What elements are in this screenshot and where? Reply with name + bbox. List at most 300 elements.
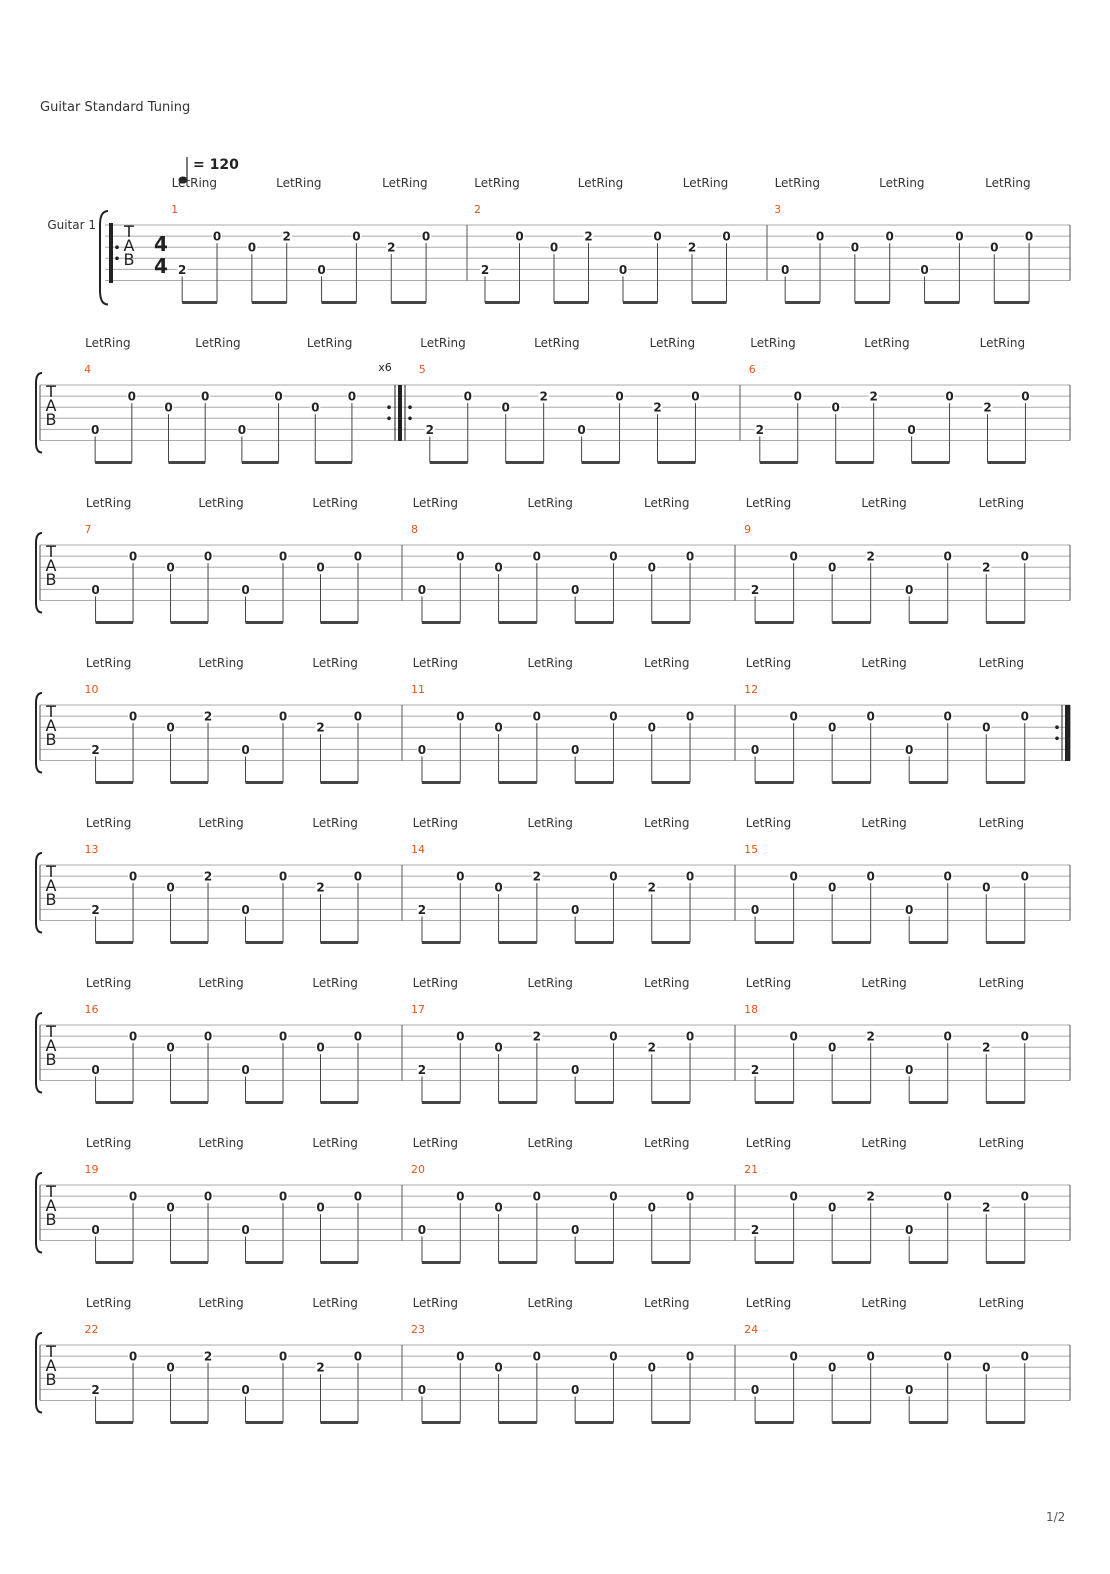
time-signature-top: 4 <box>154 232 168 256</box>
fret-number: 0 <box>203 1029 213 1044</box>
fret-number: 0 <box>241 1382 250 1397</box>
let-ring-label: LetRing <box>864 336 910 350</box>
fret-number: 0 <box>815 229 825 244</box>
fret-number: 2 <box>203 869 213 884</box>
page-number: 1/2 <box>1046 1510 1066 1524</box>
tab-clef-letter: T <box>46 1182 56 1201</box>
tempo-marking: = 120 <box>193 157 239 173</box>
measure-number: 13 <box>84 843 99 856</box>
fret-number: 0 <box>241 1222 250 1237</box>
fret-number: 0 <box>316 1200 325 1215</box>
fret-number: 0 <box>1020 1189 1029 1204</box>
fret-number: 0 <box>128 1189 138 1204</box>
let-ring-label: LetRing <box>745 1136 792 1150</box>
let-ring-label: LetRing <box>85 336 131 350</box>
fret-number: 0 <box>515 229 524 244</box>
fret-number: 0 <box>494 1200 503 1215</box>
let-ring-label: LetRing <box>745 496 792 510</box>
fret-number: 2 <box>532 869 542 884</box>
fret-number: 2 <box>91 1382 100 1397</box>
tab-system <box>36 656 1070 783</box>
fret-number: 0 <box>943 1189 952 1204</box>
fret-number: 0 <box>905 1222 914 1237</box>
tab-clef-letter: A <box>45 556 57 575</box>
fret-number: 0 <box>532 549 542 564</box>
let-ring-label: LetRing <box>979 336 1026 350</box>
let-ring-label: LetRing <box>85 496 132 510</box>
let-ring-label: LetRing <box>978 656 1025 670</box>
fret-number: 2 <box>866 549 875 564</box>
let-ring-label: LetRing <box>382 176 428 190</box>
fret-number: 0 <box>90 422 100 437</box>
measure-number: 22 <box>84 1323 99 1336</box>
fret-number: 0 <box>128 709 138 724</box>
fret-number: 0 <box>241 902 250 917</box>
fret-number: 0 <box>577 422 586 437</box>
fret-number: 2 <box>480 262 490 277</box>
let-ring-label: LetRing <box>577 176 624 190</box>
fret-number: 0 <box>827 1040 837 1055</box>
fret-number: 0 <box>166 560 175 575</box>
fret-number: 0 <box>278 1349 288 1364</box>
measure-number: 24 <box>744 1323 759 1336</box>
fret-number: 0 <box>685 549 695 564</box>
fret-number: 0 <box>501 400 510 415</box>
fret-number: 0 <box>494 880 503 895</box>
fret-number: 0 <box>609 549 618 564</box>
fret-number: 0 <box>456 1189 465 1204</box>
fret-number: 0 <box>353 1029 363 1044</box>
tab-clef-letter: A <box>123 236 135 255</box>
fret-number: 0 <box>618 262 628 277</box>
let-ring-label: LetRing <box>644 656 690 670</box>
tab-clef-letter: B <box>45 730 57 749</box>
fret-number: 0 <box>905 742 914 757</box>
measure-number: 9 <box>744 523 752 536</box>
fret-number: 0 <box>1020 1349 1029 1364</box>
measure-number: 18 <box>744 1003 759 1016</box>
tab-clef-letter: B <box>123 250 135 269</box>
fret-number: 0 <box>789 1189 798 1204</box>
fret-number: 0 <box>609 709 618 724</box>
tab-clef-letter: T <box>46 1022 56 1041</box>
fret-number: 0 <box>905 902 914 917</box>
tab-clef-letter: T <box>46 862 56 881</box>
fret-number: 0 <box>827 1360 837 1375</box>
fret-number: 2 <box>653 400 662 415</box>
repeat-dot <box>387 405 391 409</box>
measure-number: 4 <box>84 363 92 376</box>
fret-number: 0 <box>866 869 875 884</box>
fret-number: 0 <box>850 240 860 255</box>
fret-number: 0 <box>274 389 283 404</box>
fret-number: 0 <box>943 1029 952 1044</box>
fret-number: 0 <box>789 1349 798 1364</box>
let-ring-label: LetRing <box>85 1136 132 1150</box>
fret-number: 2 <box>425 422 434 437</box>
fret-number: 0 <box>237 422 247 437</box>
measure-number: 17 <box>410 1003 425 1016</box>
measure-number: 15 <box>744 843 759 856</box>
let-ring-label: LetRing <box>198 496 244 510</box>
fret-number: 0 <box>494 1040 503 1055</box>
fret-number: 0 <box>127 389 137 404</box>
let-ring-label: LetRing <box>195 336 241 350</box>
fret-number: 0 <box>456 1029 465 1044</box>
let-ring-label: LetRing <box>312 656 358 670</box>
fret-number: 0 <box>982 1360 991 1375</box>
fret-number: 0 <box>91 1222 100 1237</box>
fret-number: 0 <box>166 1200 175 1215</box>
let-ring-label: LetRing <box>861 1136 907 1150</box>
tuning-label: Guitar Standard Tuning <box>40 100 191 115</box>
fret-number: 0 <box>278 869 288 884</box>
let-ring-label: LetRing <box>420 336 466 350</box>
let-ring-label: LetRing <box>85 976 132 990</box>
fret-number: 2 <box>282 229 291 244</box>
fret-number: 0 <box>532 1189 542 1204</box>
fret-number: 0 <box>417 742 427 757</box>
fret-number: 0 <box>789 549 798 564</box>
fret-number: 0 <box>128 869 138 884</box>
let-ring-label: LetRing <box>198 1296 244 1310</box>
fret-number: 0 <box>653 229 662 244</box>
fret-number: 0 <box>421 229 431 244</box>
fret-number: 0 <box>793 389 802 404</box>
fret-number: 2 <box>316 880 325 895</box>
tab-clef-letter: A <box>45 1196 57 1215</box>
tab-clef-letter: A <box>45 396 57 415</box>
tab-clef-letter: B <box>45 570 57 589</box>
fret-number: 0 <box>781 262 790 277</box>
let-ring-label: LetRing <box>861 976 907 990</box>
fret-number: 0 <box>494 720 503 735</box>
fret-number: 0 <box>278 549 288 564</box>
fret-number: 0 <box>750 1382 760 1397</box>
repeat-dot <box>387 417 391 421</box>
let-ring-label: LetRing <box>682 176 729 190</box>
fret-number: 2 <box>417 1062 427 1077</box>
fret-number: 0 <box>905 1062 914 1077</box>
fret-number: 2 <box>532 1029 542 1044</box>
let-ring-label: LetRing <box>978 1296 1025 1310</box>
let-ring-label: LetRing <box>978 976 1025 990</box>
fret-number: 0 <box>456 709 465 724</box>
let-ring-label: LetRing <box>276 176 322 190</box>
measure-number: 2 <box>474 203 481 216</box>
fret-number: 0 <box>570 1062 580 1077</box>
fret-number: 0 <box>609 1189 618 1204</box>
tab-clef-letter: A <box>45 1036 57 1055</box>
fret-number: 0 <box>647 1200 656 1215</box>
fret-number: 0 <box>347 389 357 404</box>
fret-number: 0 <box>456 1349 465 1364</box>
fret-number: 2 <box>203 709 213 724</box>
fret-number: 2 <box>866 1189 875 1204</box>
let-ring-label: LetRing <box>745 816 792 830</box>
fret-number: 0 <box>866 1349 875 1364</box>
fret-number: 0 <box>203 549 213 564</box>
let-ring-label: LetRing <box>312 976 358 990</box>
fret-number: 2 <box>750 1062 760 1077</box>
let-ring-label: LetRing <box>644 816 690 830</box>
let-ring-label: LetRing <box>644 1296 690 1310</box>
fret-number: 0 <box>353 549 363 564</box>
fret-number: 2 <box>91 742 100 757</box>
fret-number: 0 <box>241 582 250 597</box>
tab-clef-letter: B <box>45 410 57 429</box>
fret-number: 0 <box>1024 229 1034 244</box>
fret-number: 2 <box>750 1222 760 1237</box>
fret-number: 0 <box>1020 1029 1029 1044</box>
fret-number: 2 <box>316 720 325 735</box>
tab-clef-letter: A <box>45 1356 57 1375</box>
fret-number: 0 <box>1020 869 1029 884</box>
measure-number: 5 <box>418 363 426 376</box>
fret-number: 2 <box>178 262 187 277</box>
let-ring-label: LetRing <box>412 656 459 670</box>
fret-number: 0 <box>247 240 257 255</box>
let-ring-label: LetRing <box>527 496 573 510</box>
repeat-dot <box>408 405 412 409</box>
fret-number: 0 <box>316 560 325 575</box>
fret-number: 0 <box>827 720 837 735</box>
let-ring-label: LetRing <box>85 656 132 670</box>
let-ring-label: LetRing <box>171 176 218 190</box>
let-ring-label: LetRing <box>412 816 459 830</box>
fret-number: 2 <box>387 240 396 255</box>
fret-number: 0 <box>685 709 695 724</box>
let-ring-label: LetRing <box>978 816 1025 830</box>
measure-number: 19 <box>84 1163 99 1176</box>
repeat-count: x6 <box>378 361 392 374</box>
repeat-dot <box>1055 737 1059 741</box>
fret-number: 0 <box>241 742 250 757</box>
measure-number: 6 <box>748 363 756 376</box>
let-ring-label: LetRing <box>978 496 1025 510</box>
fret-number: 2 <box>687 240 697 255</box>
fret-number: 2 <box>417 902 427 917</box>
fret-number: 0 <box>827 560 837 575</box>
fret-number: 0 <box>945 389 954 404</box>
fret-number: 0 <box>570 742 580 757</box>
let-ring-label: LetRing <box>750 336 796 350</box>
let-ring-label: LetRing <box>527 816 573 830</box>
tab-clef-letter: T <box>46 542 56 561</box>
fret-number: 0 <box>943 1349 952 1364</box>
let-ring-label: LetRing <box>306 336 353 350</box>
fret-number: 0 <box>166 1360 175 1375</box>
fret-number: 2 <box>982 1040 991 1055</box>
fret-number: 0 <box>905 1382 914 1397</box>
fret-number: 0 <box>166 1040 175 1055</box>
tab-system <box>36 1296 1070 1423</box>
fret-number: 0 <box>920 262 929 277</box>
fret-number: 0 <box>685 1029 695 1044</box>
tab-system <box>47 157 1070 305</box>
fret-number: 0 <box>647 720 656 735</box>
tab-clef-letter: T <box>46 1342 56 1361</box>
fret-number: 0 <box>789 709 798 724</box>
let-ring-label: LetRing <box>527 1136 573 1150</box>
let-ring-label: LetRing <box>774 176 821 190</box>
let-ring-label: LetRing <box>198 1136 244 1150</box>
fret-number: 0 <box>570 1222 580 1237</box>
tab-system <box>36 976 1070 1103</box>
fret-number: 0 <box>691 389 700 404</box>
repeat-dot <box>115 257 119 261</box>
fret-number: 0 <box>311 400 320 415</box>
fret-number: 0 <box>570 582 580 597</box>
time-signature-bottom: 4 <box>154 254 168 278</box>
let-ring-label: LetRing <box>312 1296 358 1310</box>
fret-number: 0 <box>685 1189 695 1204</box>
fret-number: 0 <box>990 240 999 255</box>
measure-number: 1 <box>171 203 179 216</box>
tab-clef-letter: B <box>45 890 57 909</box>
tab-system <box>36 1136 1070 1263</box>
fret-number: 2 <box>983 400 992 415</box>
fret-number: 2 <box>982 1200 991 1215</box>
fret-number: 2 <box>866 1029 875 1044</box>
fret-number: 0 <box>789 1029 798 1044</box>
fret-number: 0 <box>827 1200 837 1215</box>
fret-number: 2 <box>203 1349 213 1364</box>
let-ring-label: LetRing <box>412 1296 459 1310</box>
fret-number: 0 <box>316 1040 325 1055</box>
fret-number: 0 <box>827 880 837 895</box>
let-ring-label: LetRing <box>312 816 358 830</box>
let-ring-label: LetRing <box>312 1136 358 1150</box>
let-ring-label: LetRing <box>985 176 1031 190</box>
let-ring-label: LetRing <box>534 336 580 350</box>
fret-number: 0 <box>750 742 760 757</box>
measure-number: 14 <box>410 843 425 856</box>
repeat-end-bar <box>1065 705 1070 761</box>
fret-number: 0 <box>570 902 580 917</box>
let-ring-label: LetRing <box>412 1136 459 1150</box>
let-ring-label: LetRing <box>861 656 907 670</box>
fret-number: 0 <box>164 400 173 415</box>
tab-clef-letter: A <box>45 876 57 895</box>
let-ring-label: LetRing <box>644 1136 690 1150</box>
tab-system <box>36 496 1070 623</box>
fret-number: 0 <box>494 560 503 575</box>
fret-number: 0 <box>166 880 175 895</box>
fret-number: 0 <box>212 229 222 244</box>
track-name: Guitar 1 <box>47 218 96 232</box>
fret-number: 0 <box>647 1360 656 1375</box>
let-ring-label: LetRing <box>649 336 696 350</box>
fret-number: 0 <box>203 1189 213 1204</box>
fret-number: 0 <box>417 582 427 597</box>
measure-number: 23 <box>410 1323 425 1336</box>
fret-number: 0 <box>532 1349 542 1364</box>
fret-number: 0 <box>532 709 542 724</box>
fret-number: 0 <box>1020 549 1029 564</box>
fret-number: 0 <box>615 389 624 404</box>
tab-clef-letter: B <box>45 1050 57 1069</box>
fret-number: 0 <box>352 229 361 244</box>
fret-number: 0 <box>866 709 875 724</box>
fret-number: 0 <box>549 240 559 255</box>
tab-system <box>36 816 1070 943</box>
let-ring-label: LetRing <box>644 976 690 990</box>
repeat-dot <box>115 245 119 249</box>
fret-number: 0 <box>609 869 618 884</box>
let-ring-label: LetRing <box>861 1296 907 1310</box>
fret-number: 0 <box>128 1029 138 1044</box>
fret-number: 2 <box>316 1360 325 1375</box>
fret-number: 0 <box>982 720 991 735</box>
measure-number: 10 <box>84 683 99 696</box>
fret-number: 0 <box>353 709 363 724</box>
fret-number: 0 <box>907 422 916 437</box>
fret-number: 0 <box>609 1349 618 1364</box>
fret-number: 0 <box>831 400 840 415</box>
measure-number: 7 <box>84 523 92 536</box>
fret-number: 0 <box>722 229 731 244</box>
fret-number: 0 <box>955 229 964 244</box>
fret-number: 0 <box>353 1349 363 1364</box>
fret-number: 0 <box>885 229 894 244</box>
measure-number: 11 <box>410 683 425 696</box>
let-ring-label: LetRing <box>745 1296 792 1310</box>
fret-number: 2 <box>869 389 878 404</box>
fret-number: 0 <box>494 1360 503 1375</box>
fret-number: 2 <box>647 1040 656 1055</box>
let-ring-label: LetRing <box>861 816 907 830</box>
fret-number: 0 <box>789 869 798 884</box>
fret-number: 0 <box>685 1349 695 1364</box>
fret-number: 0 <box>609 1029 618 1044</box>
let-ring-label: LetRing <box>412 976 459 990</box>
fret-number: 0 <box>128 1349 138 1364</box>
fret-number: 0 <box>201 389 210 404</box>
let-ring-label: LetRing <box>861 496 907 510</box>
tab-system <box>36 336 1070 463</box>
repeat-dot <box>1055 725 1059 729</box>
fret-number: 0 <box>278 1189 288 1204</box>
let-ring-label: LetRing <box>412 496 459 510</box>
repeat-dot <box>408 417 412 421</box>
let-ring-label: LetRing <box>978 1136 1025 1150</box>
fret-number: 2 <box>755 422 764 437</box>
fret-number: 0 <box>982 880 991 895</box>
measure-number: 21 <box>744 1163 759 1176</box>
fret-number: 0 <box>417 1382 427 1397</box>
tab-clef-letter: A <box>45 716 57 735</box>
let-ring-label: LetRing <box>198 976 244 990</box>
fret-number: 0 <box>463 389 472 404</box>
let-ring-label: LetRing <box>879 176 925 190</box>
tab-clef-letter: T <box>46 702 56 721</box>
measure-number: 16 <box>84 1003 99 1016</box>
fret-number: 2 <box>539 389 548 404</box>
let-ring-label: LetRing <box>198 816 244 830</box>
measure-number: 20 <box>410 1163 425 1176</box>
fret-number: 0 <box>278 709 288 724</box>
fret-number: 0 <box>685 869 695 884</box>
let-ring-label: LetRing <box>527 1296 573 1310</box>
fret-number: 0 <box>943 869 952 884</box>
fret-number: 2 <box>647 880 656 895</box>
fret-number: 0 <box>647 560 656 575</box>
measure-number: 3 <box>774 203 782 216</box>
fret-number: 0 <box>456 549 465 564</box>
fret-number: 2 <box>982 560 991 575</box>
fret-number: 0 <box>570 1382 580 1397</box>
